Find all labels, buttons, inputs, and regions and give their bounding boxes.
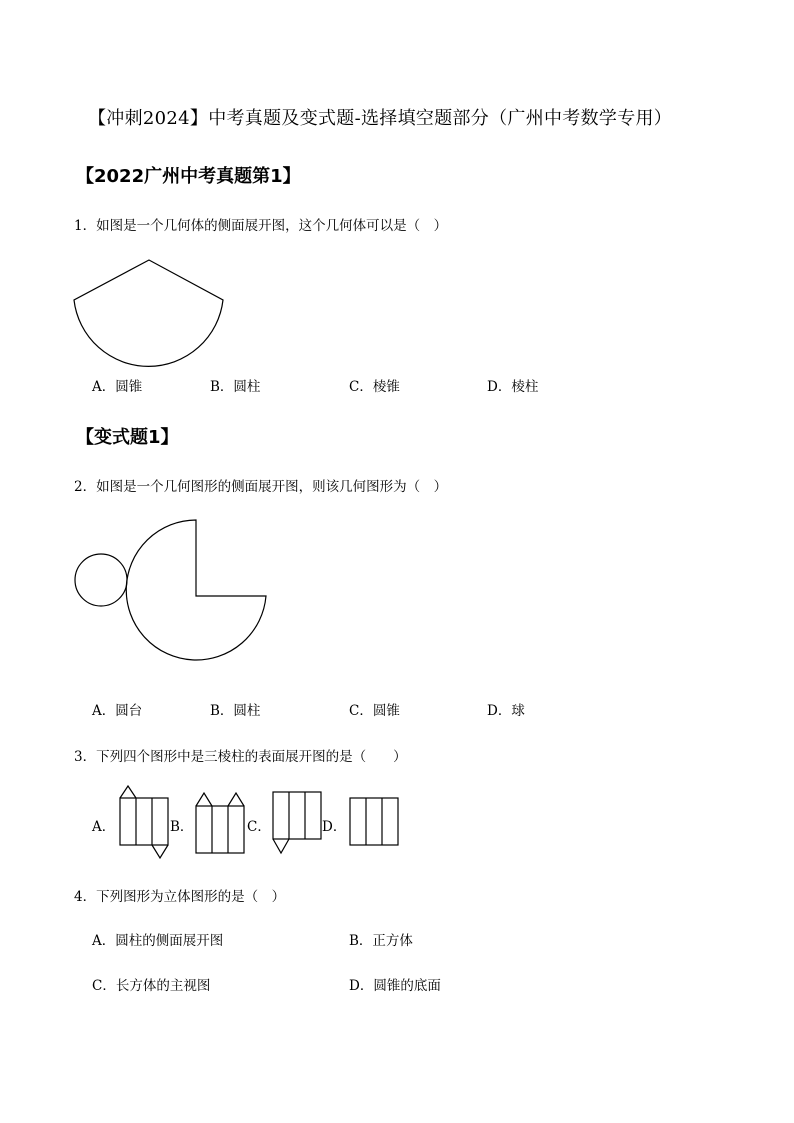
q3-net-b[interactable] xyxy=(196,793,244,853)
q3-net-a[interactable] xyxy=(120,786,168,858)
document-title: 【冲刺2024】中考真题及变式题-选择填空题部分（广州中考数学专用） xyxy=(88,108,673,129)
q3-option-c[interactable]: C． xyxy=(247,819,271,835)
q4-option-d[interactable]: D．圆锥的底面 xyxy=(349,978,441,994)
q1-option-d[interactable]: D．棱柱 xyxy=(487,379,539,395)
question-4-stem: 4．下列图形为立体图形的是（ ） xyxy=(74,889,286,905)
q4-option-a[interactable]: A．圆柱的侧面展开图 xyxy=(92,933,224,949)
section-heading-exam: 【2022广州中考真题第1】 xyxy=(76,166,301,187)
q4-option-c[interactable]: C．长方体的主视图 xyxy=(92,978,211,994)
question-3-stem: 3．下列四个图形中是三棱柱的表面展开图的是（ ） xyxy=(74,749,407,765)
section-heading-variant: 【变式题1】 xyxy=(76,427,179,448)
q2-option-b[interactable]: B．圆柱 xyxy=(210,703,261,719)
q3-option-a[interactable]: A． xyxy=(92,819,116,835)
q3-option-d[interactable]: D． xyxy=(322,819,347,835)
q3-net-c[interactable] xyxy=(273,792,321,853)
q3-net-d[interactable] xyxy=(350,798,398,845)
q1-option-a[interactable]: A．圆锥 xyxy=(92,379,143,395)
q1-option-b[interactable]: B．圆柱 xyxy=(210,379,261,395)
q2-option-c[interactable]: C．圆锥 xyxy=(349,703,400,719)
q2-option-d[interactable]: D．球 xyxy=(487,703,525,719)
question-2-stem: 2．如图是一个几何图形的侧面展开图，则该几何图形为（ ） xyxy=(74,479,448,495)
q3-option-b[interactable]: B． xyxy=(170,819,194,835)
q1-option-c[interactable]: C．棱锥 xyxy=(349,379,400,395)
q2-option-a[interactable]: A．圆台 xyxy=(92,703,143,719)
question-1-stem: 1．如图是一个几何体的侧面展开图，这个几何体可以是（ ） xyxy=(74,218,448,234)
q4-option-b[interactable]: B．正方体 xyxy=(349,933,413,949)
